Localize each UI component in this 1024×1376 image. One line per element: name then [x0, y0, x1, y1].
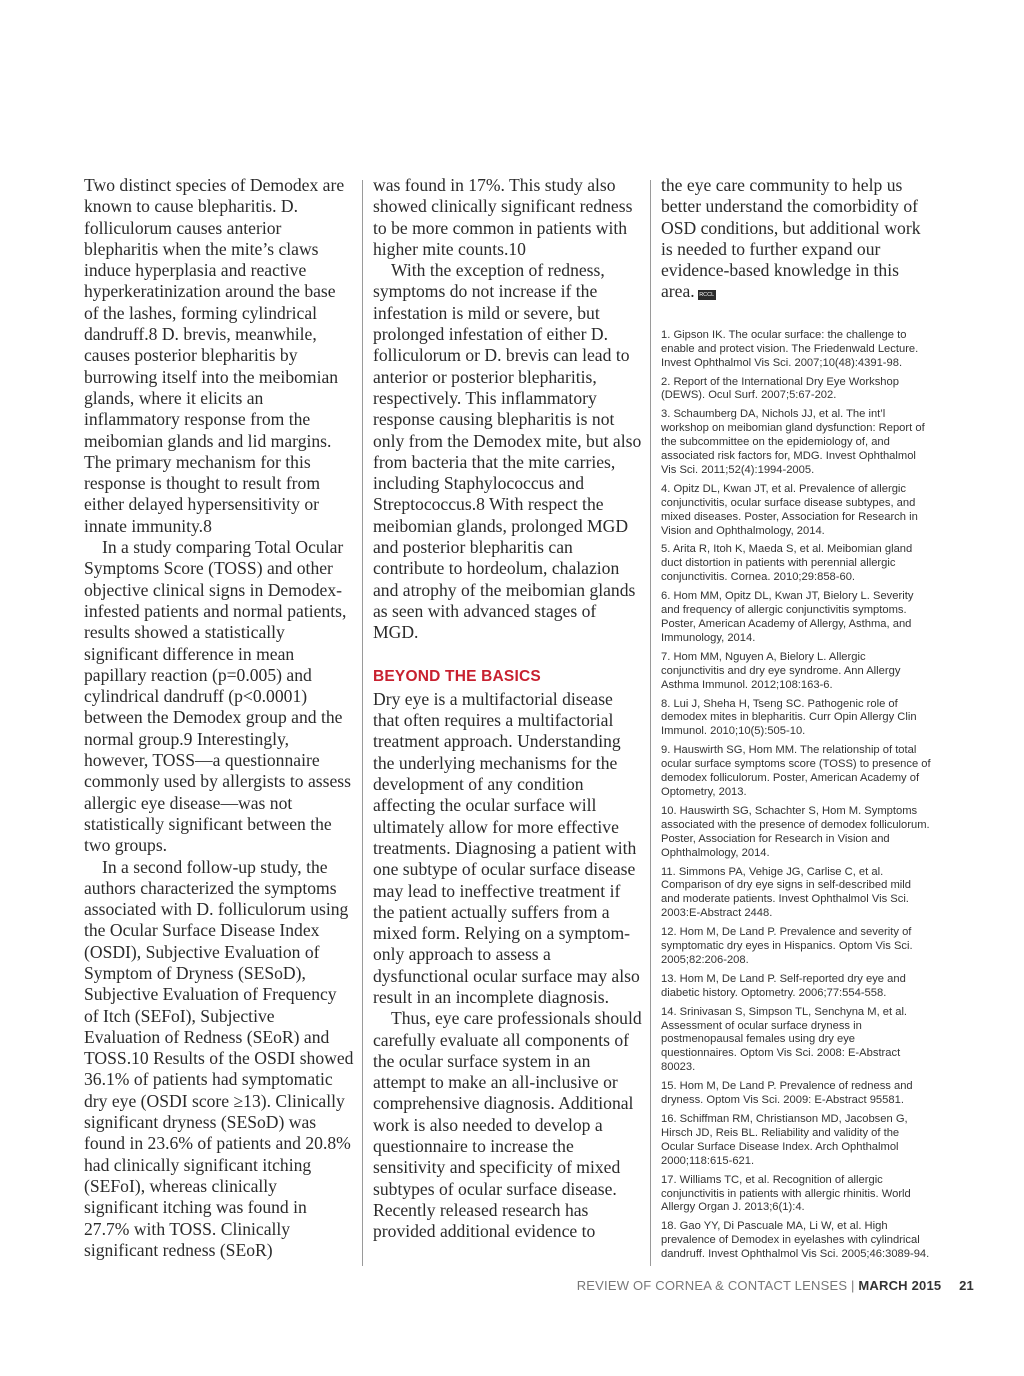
reference-item: 5. Arita R, Itoh K, Maeda S, et al. Meibomian gland duct distortion in patients with perennial allergic conjunctivitis. Cornea. 2010;29:858-60. — [661, 543, 913, 584]
reference-item: 16. Schiffman RM, Christianson MD, Jacobsen G, Hirsch JD, Reis BL. Reliability and validity of the Ocular Surface Disease Index. Arch Ophthalmol 2000;118:615-621. — [661, 1113, 908, 1167]
reference-item: 13. Hom M, De Land P. Self-reported dry eye and diabetic history. Optometry. 2006;77:554-558. — [661, 972, 906, 999]
article-column-1 — [84, 175, 354, 1261]
paragraph: Two distinct species of Demodex are known to cause blepharitis. D. folliculorum causes anterior blepharitis when the mite’s claws induce hyperplasia and reactive hyperkeratinization around the base of the lashes, forming cylindrical dandruff.8 D. brevis, meanwhile, causes posterior blepharitis by burrowing itself into the meibomian glands, where it elicits an inflammatory response from the meibomian glands and lid margins. The primary mechanism for this response is thought to result from either delayed hypersensitivity or innate immunity.8 — [84, 175, 345, 536]
page-number: 21 — [959, 1278, 974, 1293]
section-heading: BEYOND THE BASICS — [373, 667, 541, 685]
paragraph — [661, 175, 931, 303]
column-divider — [650, 180, 651, 1266]
column-divider — [362, 180, 363, 1266]
end-of-article-mark: RCCL — [699, 292, 715, 299]
paragraph: was found in 17%. This study also showed clinically significant redness to be more common in patients with higher mite counts.10 — [373, 175, 633, 259]
reference-item: 7. Hom MM, Nguyen A, Bielory L. Allergic conjunctivitis and dry eye syndrome. Ann Allergy Asthma Immunol. 2012;108:163-6. — [661, 650, 901, 691]
issue-date: MARCH 2015 — [858, 1278, 942, 1293]
paragraph: In a second follow-up study, the authors characterized the symptoms associated with D. folliculorum using the Ocular Surface Disease Index (OSDI), Subjective Evaluation of Symptom of Dryness (SESoD), Subjective Evaluation of Frequency of Itch (SEFoI), Subjective Evaluation of Redness (SEoR) and TOSS.10 Results of the OSDI showed 36.1% of patients had symptomatic dry eye (OSDI score ≥13). Clinically significant dryness (SESoD) was found in 23.6% of patients and 20.8% had clinically significant itching (SEFoI), whereas clinically significant itching was found in 27.7% with TOSS. Clinically significant redness (SEoR) — [84, 856, 354, 1260]
paragraph: In a study comparing Total Ocular Symptoms Score (TOSS) and other objective clinical signs in Demodex-infested patients and normal patients, results showed a statistically significant difference in mean papillary reaction (p=0.005) and cylindrical dandruff (p<0.0001) between the Demodex group and the normal group.9 Interestingly, however, TOSS—a questionnaire commonly used by allergists to assess allergic eye disease—was not statistically significant between the two groups. — [84, 537, 351, 856]
reference-item: 12. Hom M, De Land P. Prevalence and severity of symptomatic dry eyes in Hispanics. Optom Vis Sci. 2005;82:206-208. — [661, 926, 913, 966]
article-column-2 — [373, 175, 643, 1243]
footer-separator: | — [851, 1278, 855, 1293]
article-column-3 — [661, 175, 931, 1267]
reference-item: 4. Opitz DL, Kwan JT, et al. Prevalence of allergic conjunctivitis, ocular surface disease subtypes, and mixed diseases. Poster, Association for Research in Vision and Ophthalmology, 2014. — [661, 482, 918, 537]
journal-name: REVIEW OF CORNEA & CONTACT LENSES — [576, 1278, 848, 1293]
reference-item: 17. Williams TC, et al. Recognition of allergic conjunctivitis in patients with allergic rhinitis. World Allergy Organ J. 2013;6(1):4. — [661, 1173, 911, 1214]
reference-item: 8. Lui J, Sheha H, Tseng SC. Pathogenic role of demodex mites in blepharitis. Curr Opin Allergy Clin Immunol. 2010;10(5):505-10. — [661, 697, 917, 738]
reference-item: 9. Hauswirth SG, Hom MM. The relationship of total ocular surface symptoms score (TOSS) to presence of demodex folliculorum. Poster, American Academy of Optometry, 2013. — [661, 744, 931, 798]
reference-item: 18. Gao YY, Di Pascuale MA, Li W, et al. High prevalence of Demodex in eyelashes with cylindrical dandruff. Invest Ophthalmol Vis Sci. 2005;46:3089-94. — [661, 1220, 930, 1261]
page-footer — [577, 1278, 974, 1293]
reference-item: 1. Gipson IK. The ocular surface: the challenge to enable and protect vision. The Friedenwald Lecture. Invest Ophthalmol Vis Sci. 2007;10(48):4391-98. — [661, 328, 919, 369]
reference-item: 3. Schaumberg DA, Nichols JJ, et al. The int’l workshop on meibomian gland dysfunction: Report of the subcommittee on the epidemiology of, and associated risk factors for, MDG. Invest Ophthalmol Vis Sci. 2011;52(4):1994-2005. — [661, 408, 925, 476]
paragraph: With the exception of redness, symptoms do not increase if the infestation is mild or severe, but prolonged infestation of either D. folliculorum or D. brevis can lead to anterior or posterior blepharitis, respectively. This inflammatory response causing blepharitis is not only from the Demodex mite, but also from bacteria that the mite carries, including Staphylococcus and Streptococcus.8 With respect the meibomian glands, prolonged MGD and posterior blepharitis can contribute to hordeolum, chalazion and atrophy of the meibomian glands as seen with advanced stages of MGD. — [373, 260, 642, 643]
reference-item: 6. Hom MM, Opitz DL, Kwan JT, Bielory L. Severity and frequency of allergic conjunctivitis symptoms. Poster, American Academy of Allergy, Asthma, and Immunology, 2014. — [661, 590, 914, 644]
references-list — [661, 329, 931, 1262]
closing-paragraph: the eye care community to help us better understand the comorbidity of OSD conditions, but additional work is needed to further expand our evidence-based knowledge in this area. — [661, 175, 921, 302]
paragraph: Thus, eye care professionals should carefully evaluate all components of the ocular surface system in an attempt to make an all-inclusive or comprehensive diagnosis. Additional work is also needed to develop a questionnaire to increase the sensitivity and specificity of mixed subtypes of ocular surface disease. Recently released research has provided additional evidence to — [373, 1008, 642, 1242]
paragraph: Dry eye is a multifactorial disease that often requires a multifactorial treatment approach. Understanding the underlying mechanisms for the development of any condition affecting the ocular surface will ultimately allow for more effective treatments. Diagnosing a patient with one subtype of ocular surface disease may lead to ineffective treatment if the patient actually suffers from a mixed form. Relying on a symptom-only approach to assess a dysfunctional ocular surface may also result in an incomplete diagnosis. — [373, 688, 640, 1007]
reference-item: 2. Report of the International Dry Eye Workshop (DEWS). Ocul Surf. 2007;5:67-202. — [661, 375, 899, 402]
reference-item: 10. Hauswirth SG, Schachter S, Hom M. Symptoms associated with the presence of demodex folliculorum. Poster, Association for Research in Vision and Ophthalmology, 2014. — [661, 804, 930, 859]
reference-item: 15. Hom M, De Land P. Prevalence of redness and dryness. Optom Vis Sci. 2009: E-Abstract 95581. — [661, 1080, 913, 1107]
reference-item: 11. Simmons PA, Vehige JG, Carlise C, et al. Comparison of dry eye signs in self-described mild and moderate patients. Invest Ophthalmol Vis Sci. 2003:E-Abstract 2448. — [661, 865, 911, 920]
reference-item: 14. Srinivasan S, Simpson TL, Senchyna M, et al. Assessment of ocular surface dryness in postmenopausal females using dry eye questionnaires. Optom Vis Sci. 2008: E-Abstract 80023. — [661, 1005, 908, 1074]
